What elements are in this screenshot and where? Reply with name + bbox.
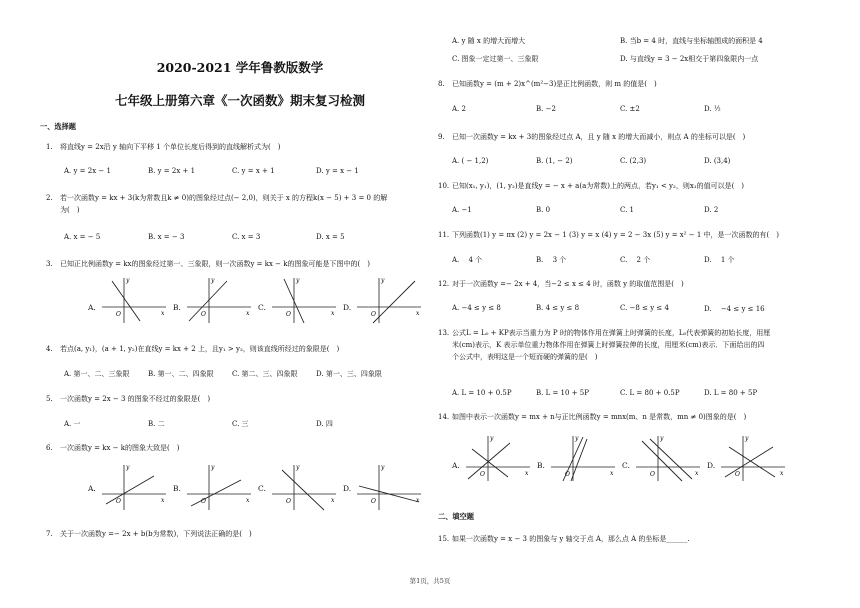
- svg-text:O: O: [565, 471, 570, 478]
- svg-text:O: O: [116, 311, 121, 318]
- question-text: 一次函数y = 2x − 3 的图象不经过的象限是( ): [60, 395, 211, 403]
- svg-text:x: x: [780, 470, 784, 477]
- option-label: C.: [258, 303, 266, 312]
- svg-text:y: y: [211, 464, 215, 471]
- option-c[interactable]: C. 2 个: [620, 256, 651, 264]
- document-title: 2020-2021 学年鲁教版数学: [156, 60, 324, 75]
- question-text: 已知(x₁, y₁)，(1, y₂)是直线y = − x + a(a为常数)上的两点，若y₁ < y₂，则x₁的值可以是( ): [452, 182, 745, 190]
- question-8: [438, 78, 810, 90]
- svg-text:y: y: [126, 277, 130, 284]
- question-2-options: [64, 233, 434, 243]
- question-text: 公式L = L₀ + KP表示当重力为 P 时的物体作用在弹簧上时弹簧的长度，L₀代表弹簧的初始长度，用厘: [452, 329, 771, 337]
- option-c[interactable]: C. 图象一定过第一、三象限: [452, 55, 539, 63]
- option-b[interactable]: B. −2: [536, 105, 556, 113]
- question-number: 7.: [46, 530, 53, 538]
- option-d[interactable]: D. y = x − 1: [316, 167, 359, 175]
- question-number: 14.: [438, 413, 450, 421]
- svg-text:x: x: [416, 310, 420, 317]
- question-text-cont: 为( ): [60, 206, 80, 214]
- option-d[interactable]: D. −4 ≤ y ≤ 16: [704, 305, 765, 313]
- line-graph: [98, 275, 168, 325]
- option-label: D.: [707, 461, 716, 470]
- svg-text:y: y: [381, 464, 385, 471]
- option-label: B.: [537, 461, 545, 470]
- question-text: 一次函数y = kx − k的图象大致是( ): [60, 444, 180, 452]
- question-1: [46, 141, 418, 153]
- svg-text:x: x: [246, 497, 250, 504]
- question-8-options: [452, 105, 832, 115]
- svg-text:x: x: [246, 310, 250, 317]
- question-number: 1.: [46, 143, 53, 151]
- page-footer: 第1页，共5页: [409, 577, 451, 585]
- svg-text:y: y: [211, 277, 215, 284]
- option-d[interactable]: D. 与直线y = 3 − 2x相交于第四象限内一点: [620, 55, 759, 63]
- question-number: 5.: [46, 395, 53, 403]
- question-text: 将直线y = 2x沿 y 轴向下平移 1 个单位长度后得到的直线解析式为( ): [60, 143, 281, 151]
- question-text-cont: 米(cm)表示，K 表示单位重力物体作用在弹簧上时弹簧拉伸的长度，用厘米(cm)表示．下面给出的四: [452, 341, 765, 349]
- svg-text:x: x: [416, 497, 420, 504]
- question-number: 10.: [438, 182, 450, 190]
- question-text: 下列函数(1) y = πx (2) y = 2x − 1 (3) y = x (4) y = 2 − 3x (5) y = x² − 1 中，是一次函数的有( ): [452, 231, 780, 239]
- option-b[interactable]: B. 0: [536, 206, 551, 214]
- svg-text:x: x: [161, 310, 165, 317]
- question-11: [438, 229, 810, 241]
- option-b[interactable]: B. 第一、二、四象限: [148, 370, 214, 378]
- question-4: [46, 343, 418, 355]
- svg-text:y: y: [296, 277, 300, 284]
- option-c[interactable]: C. y = x + 1: [232, 167, 275, 175]
- line-graph: [268, 275, 338, 325]
- option-c[interactable]: C. 三: [232, 420, 249, 428]
- option-a[interactable]: A. y = 2x − 1: [64, 167, 111, 175]
- line-graph: [183, 462, 253, 512]
- left-column: [40, 0, 440, 590]
- question-number: 6.: [46, 444, 53, 452]
- line-graph: [353, 462, 423, 512]
- option-c[interactable]: C. x = 3: [232, 233, 261, 241]
- line-graph: [98, 462, 168, 512]
- svg-text:x: x: [525, 470, 529, 477]
- line-graph: [547, 433, 617, 483]
- option-a[interactable]: A. 一: [64, 420, 81, 428]
- option-label: A.: [88, 484, 96, 493]
- svg-text:x: x: [331, 497, 335, 504]
- svg-text:y: y: [660, 435, 664, 442]
- option-label: C.: [622, 461, 630, 470]
- question-13: [438, 327, 810, 363]
- question-number: 13.: [438, 329, 450, 337]
- svg-text:y: y: [575, 435, 579, 442]
- option-label: D.: [343, 484, 352, 493]
- question-text-cont: 个公式中，表明这是一个短而硬的弹簧的是( ): [452, 353, 598, 361]
- option-label: A.: [88, 303, 96, 312]
- question-12: [438, 278, 810, 290]
- option-d[interactable]: D. 四: [316, 420, 333, 428]
- question-text: 若点(a, y₁)，(a + 1, y₂)在直线y = kx + 2 上，且y₁ > y₂，则该直线所经过的象限是( ): [60, 345, 340, 353]
- option-b[interactable]: B. 二: [148, 420, 165, 428]
- question-text: 已知正比例函数y = kx的图象经过第一、三象限，则一次函数y = kx − k的图象可能是下图中的( ): [60, 260, 370, 268]
- option-d[interactable]: D. x = 5: [316, 233, 345, 241]
- line-graph: [183, 275, 253, 325]
- option-d[interactable]: D. (3,4): [704, 157, 731, 165]
- question-number: 11.: [438, 231, 450, 239]
- question-6-graphs: [90, 462, 430, 512]
- option-c[interactable]: C. ±2: [620, 105, 640, 113]
- section-heading-choice: 一、选择题: [40, 122, 76, 131]
- svg-text:y: y: [296, 464, 300, 471]
- svg-text:O: O: [735, 471, 740, 478]
- question-text: 已知一次函数y = kx + 3的图象经过点 A，且 y 随 x 的增大而减小，则点 A 的坐标可以是( ): [452, 133, 746, 141]
- line-graph: [632, 433, 702, 483]
- option-label: B.: [173, 303, 181, 312]
- line-graph: [353, 275, 423, 325]
- question-text: 已知函数y = (m + 2)x^(m²−3)是正比例函数，则 m 的值是( ): [452, 80, 657, 88]
- question-14: [438, 411, 810, 423]
- question-number: 2.: [46, 194, 53, 202]
- option-d[interactable]: D. 1 个: [704, 256, 735, 264]
- option-d[interactable]: D. ½: [704, 105, 721, 113]
- option-label: A.: [452, 461, 460, 470]
- question-6: [46, 442, 418, 454]
- svg-text:O: O: [286, 311, 291, 318]
- option-a[interactable]: A. 4 个: [452, 256, 483, 264]
- question-3-graphs: [90, 275, 430, 325]
- question-12-options: [452, 304, 832, 314]
- question-number: 4.: [46, 345, 53, 353]
- svg-text:y: y: [381, 277, 385, 284]
- option-a[interactable]: A. 第一、二、三象限: [64, 370, 130, 378]
- option-d[interactable]: D. 2: [704, 206, 719, 214]
- section-heading-fill: 二、填空题: [438, 512, 474, 521]
- question-10: [438, 180, 810, 192]
- question-7: [46, 528, 418, 540]
- question-text: 如图中表示一次函数y = mx + n与正比例函数y = mnx(m、n 是常数，mn ≠ 0)图象的是( ): [452, 413, 747, 421]
- svg-text:O: O: [371, 311, 376, 318]
- question-4-options: [64, 369, 434, 379]
- question-number: 12.: [438, 280, 450, 288]
- svg-text:x: x: [161, 497, 165, 504]
- option-c[interactable]: C. 1: [620, 206, 635, 214]
- question-text: 对于一次函数y =− 2x + 4，当−2 ≤ x ≤ 4 时，函数 y 的取值范围是( ): [452, 280, 684, 288]
- option-label: D.: [343, 303, 352, 312]
- option-a[interactable]: A. −4 ≤ y ≤ 8: [452, 304, 501, 312]
- question-10-options: [452, 206, 832, 216]
- option-a[interactable]: A. L = 10 + 0.5P: [452, 389, 512, 397]
- question-1-options: [64, 167, 434, 177]
- question-11-options: [452, 255, 832, 265]
- question-14-graphs: [452, 433, 822, 483]
- right-column: [438, 0, 838, 590]
- question-15: [438, 533, 810, 545]
- question-2: [46, 192, 418, 216]
- question-7-options-row1: [452, 36, 832, 46]
- option-c[interactable]: C. −8 ≤ y ≤ 4: [620, 304, 669, 312]
- svg-text:O: O: [201, 498, 206, 505]
- option-b[interactable]: B. 4 ≤ y ≤ 8: [536, 304, 580, 312]
- option-a[interactable]: A. x = − 5: [64, 233, 101, 241]
- line-graph: [268, 462, 338, 512]
- line-graph: [717, 433, 787, 483]
- svg-text:O: O: [480, 471, 485, 478]
- question-3: [46, 258, 418, 270]
- option-b[interactable]: B. x = − 3: [148, 233, 185, 241]
- option-c[interactable]: C. L = 80 + 0.5P: [620, 389, 680, 397]
- svg-text:x: x: [331, 310, 335, 317]
- question-text: 关于一次函数y =− 2x + b(b为常数)，下列说法正确的是( ): [60, 530, 252, 538]
- option-b[interactable]: B. 当b = 4 时，直线与坐标轴围成的面积是 4: [620, 37, 763, 45]
- document-subtitle: 七年级上册第六章《一次函数》期末复习检测: [114, 93, 365, 108]
- option-c[interactable]: C. 第二、三、四象限: [232, 370, 298, 378]
- question-5-options: [64, 419, 434, 429]
- svg-text:y: y: [490, 435, 494, 442]
- option-a[interactable]: A. y 随 x 的增大而增大: [452, 37, 526, 45]
- svg-text:O: O: [116, 498, 121, 505]
- svg-text:y: y: [745, 435, 749, 442]
- option-b[interactable]: B. 3 个: [536, 256, 567, 264]
- question-13-options: [452, 389, 832, 399]
- option-b[interactable]: B. L = 10 + 5P: [536, 389, 589, 397]
- svg-text:x: x: [695, 470, 699, 477]
- question-number: 3.: [46, 260, 53, 268]
- option-d[interactable]: D. 第一、三、四象限: [316, 370, 382, 378]
- question-number: 9.: [438, 133, 445, 141]
- svg-text:O: O: [201, 311, 206, 318]
- option-a[interactable]: A. 2: [452, 105, 466, 113]
- option-a[interactable]: A. ( − 1,2): [452, 157, 489, 165]
- option-c[interactable]: C. (2,3): [620, 157, 647, 165]
- question-number: 8.: [438, 80, 445, 88]
- option-b[interactable]: B. y = 2x + 1: [148, 167, 196, 175]
- svg-text:y: y: [126, 464, 130, 471]
- option-label: B.: [173, 484, 181, 493]
- option-label: C.: [258, 484, 266, 493]
- line-graph: [462, 433, 532, 483]
- option-a[interactable]: A. −1: [452, 206, 472, 214]
- question-9: [438, 131, 810, 143]
- svg-text:O: O: [650, 471, 655, 478]
- question-number: 15.: [438, 535, 450, 543]
- question-text[interactable]: 如果一次函数y = x − 3 的图象与 y 轴交于点 A，那么点 A 的坐标是______.: [452, 535, 690, 543]
- svg-text:O: O: [286, 498, 291, 505]
- question-text: 若一次函数y = kx + 3(k为常数且k ≠ 0)的图象经过点(− 2,0)，则关于 x 的方程k(x − 5) + 3 = 0 的解: [60, 194, 388, 202]
- question-9-options: [452, 157, 832, 167]
- svg-text:x: x: [610, 470, 614, 477]
- option-b[interactable]: B. (1, − 2): [536, 157, 573, 165]
- svg-text:O: O: [371, 498, 376, 505]
- option-d[interactable]: D. L = 80 + 5P: [704, 389, 758, 397]
- question-5: [46, 393, 418, 405]
- question-7-options-row2: [452, 54, 832, 64]
